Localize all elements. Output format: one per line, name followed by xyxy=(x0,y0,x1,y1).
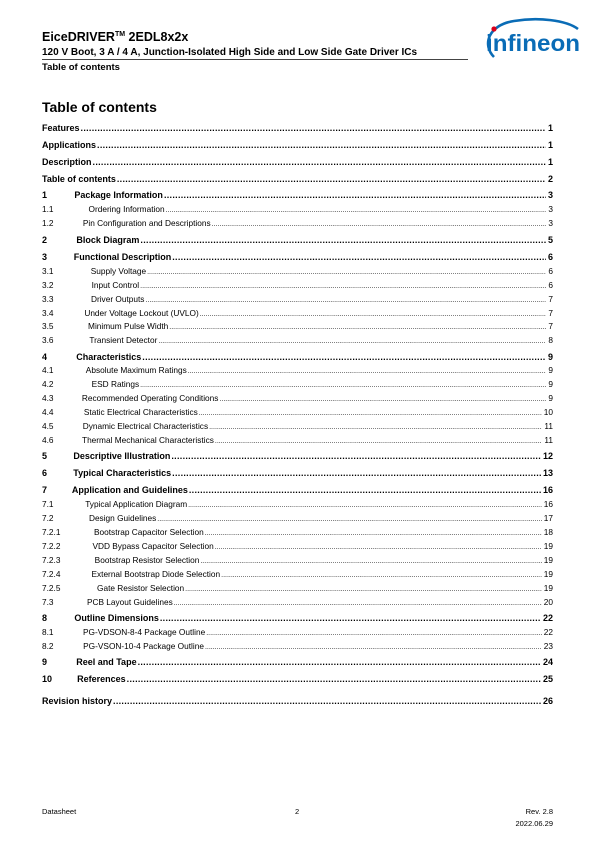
toc-entry-title: Functional Description xyxy=(73,252,172,262)
toc-entry[interactable] xyxy=(42,512,553,524)
infineon-logo-icon xyxy=(480,17,583,65)
footer-page-number: 2 xyxy=(295,807,300,816)
toc-entry-title: PG-VSON-10-4 Package Outline xyxy=(83,641,204,651)
toc-entry-title: Recommended Operating Conditions xyxy=(81,393,219,403)
toc-leader-dots xyxy=(157,512,541,524)
toc-entry[interactable] xyxy=(42,596,553,608)
toc-leader-dots xyxy=(160,612,541,624)
toc-entry[interactable] xyxy=(42,139,553,151)
toc-leader-dots xyxy=(166,203,547,215)
toc-entry-number: 3.1 xyxy=(42,266,54,276)
toc-leader-dots xyxy=(81,122,546,134)
toc-entry-number: 8.1 xyxy=(42,627,54,637)
toc-entry[interactable] xyxy=(42,467,553,479)
toc-entry-page: 19 xyxy=(543,555,553,565)
toc-entry-page: 11 xyxy=(544,421,553,431)
toc-entry-number: 6 xyxy=(42,468,48,478)
toc-leader-dots xyxy=(205,640,542,652)
toc-leader-dots xyxy=(215,540,542,552)
toc-entry-title: Gate Resistor Selection xyxy=(97,583,185,593)
toc-entry-page: 3 xyxy=(548,204,553,214)
toc-leader-dots xyxy=(200,554,541,566)
toc-entry-page: 9 xyxy=(548,365,553,375)
toc-entry[interactable] xyxy=(42,334,553,346)
toc-entry[interactable] xyxy=(42,251,553,263)
toc-entry-number: 7.2 xyxy=(42,513,54,523)
toc-entry-number: 4.5 xyxy=(42,421,54,431)
toc-entry-page: 1 xyxy=(547,157,553,167)
toc-entry[interactable] xyxy=(42,265,553,277)
toc-entry-page: 2 xyxy=(547,174,553,184)
toc-leader-dots xyxy=(172,251,546,263)
toc-leader-dots xyxy=(205,526,542,538)
toc-entry-number: 4 xyxy=(42,352,48,362)
toc-entry-title: External Bootstrap Diode Selection xyxy=(91,569,221,579)
footer-date: 2022.06.29 xyxy=(515,819,553,828)
toc-entry[interactable] xyxy=(42,293,553,305)
toc-entry-number: 3.6 xyxy=(42,335,54,345)
toc-entry-title: Bootstrap Capacitor Selection xyxy=(93,527,204,537)
toc-leader-dots xyxy=(140,279,546,291)
toc-entry[interactable] xyxy=(42,279,553,291)
toc-entry-title: Typical Characteristics xyxy=(73,468,172,478)
toc-entry-number: 9 xyxy=(42,657,48,667)
toc-entry[interactable] xyxy=(42,640,553,652)
toc-leader-dots xyxy=(188,364,547,376)
toc-leader-dots xyxy=(172,467,541,479)
toc-entry-number: 8 xyxy=(42,613,48,623)
toc-leader-dots xyxy=(142,351,546,363)
toc-entry-page: 11 xyxy=(544,435,553,445)
toc-entry-number: 1.2 xyxy=(42,218,54,228)
toc-entry-page: 3 xyxy=(547,190,553,200)
toc-entry[interactable] xyxy=(42,484,553,496)
toc-leader-dots xyxy=(189,484,541,496)
toc-leader-dots xyxy=(93,156,546,168)
toc-entry-title: Thermal Mechanical Characteristics xyxy=(82,435,214,445)
toc-leader-dots xyxy=(171,450,541,462)
toc-entry-number: 3.2 xyxy=(42,280,54,290)
toc-heading: Table of contents xyxy=(42,99,157,115)
toc-leader-dots xyxy=(185,582,542,594)
toc-entry-title: Ordering Information xyxy=(88,204,165,214)
toc-entry-page: 23 xyxy=(543,641,553,651)
toc-entry-page: 9 xyxy=(548,393,553,403)
toc-entry-number: 3 xyxy=(42,252,48,262)
toc-entry-page: 19 xyxy=(543,541,553,551)
toc-leader-dots xyxy=(219,392,546,404)
toc-entry-number: 7.2.4 xyxy=(42,569,61,579)
toc-leader-dots xyxy=(117,173,546,185)
toc-entry-number: 4.4 xyxy=(42,407,54,417)
toc-entry[interactable] xyxy=(42,307,553,319)
toc-leader-dots xyxy=(188,498,542,510)
toc-entry-title: Reel and Tape xyxy=(76,657,137,667)
toc-entry-title: Applications xyxy=(42,140,97,150)
footer-revision: Rev. 2.8 xyxy=(525,807,553,816)
doc-title-suffix: 2EDL8x2x xyxy=(125,30,189,44)
toc-entry-title: Dynamic Electrical Characteristics xyxy=(82,421,209,431)
toc-entry-page: 8 xyxy=(548,335,553,345)
toc-leader-dots xyxy=(164,189,546,201)
toc-entry-number: 7.2.5 xyxy=(42,583,61,593)
toc-leader-dots xyxy=(169,320,546,332)
toc-leader-dots xyxy=(138,656,541,668)
toc-leader-dots xyxy=(127,673,541,685)
doc-title-prefix: EiceDRIVER xyxy=(42,30,115,44)
toc-entry-title: Block Diagram xyxy=(76,235,140,245)
toc-entry-page: 9 xyxy=(548,379,553,389)
toc-entry-title: Transient Detector xyxy=(89,335,158,345)
toc-entry[interactable] xyxy=(42,320,553,332)
toc-entry-page: 1 xyxy=(547,140,553,150)
toc-entry-page: 22 xyxy=(543,627,553,637)
toc-entry-title: Typical Application Diagram xyxy=(85,499,188,509)
toc-entry-title: PCB Layout Guidelines xyxy=(86,597,173,607)
toc-entry[interactable] xyxy=(42,217,553,229)
toc-entry[interactable] xyxy=(42,378,553,390)
toc-entry[interactable] xyxy=(42,582,553,594)
toc-entry-page: 12 xyxy=(542,451,553,461)
toc-entry-page: 17 xyxy=(543,513,553,523)
footer-doc-type: Datasheet xyxy=(42,807,77,816)
toc-entry[interactable] xyxy=(42,612,553,624)
toc-entry[interactable] xyxy=(42,173,553,185)
toc-entry-page: 6 xyxy=(548,266,553,276)
toc-leader-dots xyxy=(212,217,547,229)
toc-entry-page: 20 xyxy=(543,597,553,607)
toc-leader-dots xyxy=(140,234,546,246)
toc-entry-number: 8.2 xyxy=(42,641,54,651)
toc-entry-title: Features xyxy=(42,123,80,133)
toc-entry-number: 7.1 xyxy=(42,499,54,509)
header-divider xyxy=(42,59,468,60)
toc-entry[interactable] xyxy=(42,673,553,685)
toc-entry-number: 3.5 xyxy=(42,321,54,331)
toc-entry-title: Outline Dimensions xyxy=(74,613,159,623)
toc-entry-number: 10 xyxy=(42,674,53,684)
toc-entry-page: 19 xyxy=(543,569,553,579)
toc-entry-number: 4.6 xyxy=(42,435,54,445)
toc-entry-number: 4.1 xyxy=(42,365,54,375)
toc-entry-title: Driver Outputs xyxy=(90,294,145,304)
trademark-mark: TM xyxy=(114,31,126,38)
toc-entry-title: PG-VDSON-8-4 Package Outline xyxy=(82,627,206,637)
toc-entry-title: Supply Voltage xyxy=(90,266,147,276)
toc-leader-dots xyxy=(147,265,546,277)
toc-leader-dots xyxy=(209,420,542,432)
toc-entry-page: 19 xyxy=(543,583,553,593)
toc-entry-title: ESD Ratings xyxy=(91,379,140,389)
toc-entry-page: 1 xyxy=(547,123,553,133)
toc-entry[interactable] xyxy=(42,420,553,432)
toc-entry-page: 10 xyxy=(543,407,553,417)
toc-entry-number: 3.4 xyxy=(42,308,54,318)
toc-entry-page: 7 xyxy=(548,308,553,318)
toc-entry-title: References xyxy=(77,674,126,684)
toc-entry-page: 18 xyxy=(543,527,553,537)
toc-entry[interactable] xyxy=(42,189,553,201)
toc-entry-title: Description xyxy=(42,157,92,167)
toc-entry-page: 7 xyxy=(548,321,553,331)
toc-entry-page: 3 xyxy=(548,218,553,228)
toc-entry[interactable] xyxy=(42,406,553,418)
toc-entry-title: Input Control xyxy=(91,280,140,290)
toc-entry[interactable] xyxy=(42,526,553,538)
toc-entry-page: 6 xyxy=(547,252,553,262)
toc-entry-title: Pin Configuration and Descriptions xyxy=(82,218,211,228)
toc-entry-title: Absolute Maximum Ratings xyxy=(85,365,187,375)
toc-entry[interactable] xyxy=(42,695,553,707)
toc-entry-page: 9 xyxy=(547,352,553,362)
toc-entry-page: 16 xyxy=(543,499,553,509)
toc-entry[interactable] xyxy=(42,156,553,168)
toc-entry-title: Revision history xyxy=(42,696,113,706)
toc-entry-title: Bootstrap Resistor Selection xyxy=(94,555,200,565)
toc-entry-number: 1 xyxy=(42,190,48,200)
toc-leader-dots xyxy=(215,434,543,446)
header-section-label: Table of contents xyxy=(42,62,120,73)
toc-leader-dots xyxy=(206,626,542,638)
toc-entry[interactable] xyxy=(42,234,553,246)
toc-entry-title: Application and Guidelines xyxy=(71,485,188,495)
toc-entry[interactable] xyxy=(42,450,553,462)
toc-entry-title: Table of contents xyxy=(42,174,116,184)
toc-entry-number: 2 xyxy=(42,235,48,245)
toc-entry-title: Characteristics xyxy=(76,352,142,362)
toc-entry[interactable] xyxy=(42,122,553,134)
toc-entry[interactable] xyxy=(42,568,553,580)
toc-entry-title: Minimum Pulse Width xyxy=(88,321,169,331)
toc-leader-dots xyxy=(97,139,546,151)
logo-text: infineon xyxy=(486,30,580,56)
toc-entry-page: 25 xyxy=(542,674,553,684)
toc-entry[interactable] xyxy=(42,656,553,668)
toc-entry-page: 5 xyxy=(547,235,553,245)
toc-entry-page: 6 xyxy=(548,280,553,290)
toc-entry[interactable] xyxy=(42,540,553,552)
toc-entry-number: 7.2.2 xyxy=(42,541,61,551)
toc-entry-number: 4.3 xyxy=(42,393,54,403)
toc-leader-dots xyxy=(199,406,542,418)
toc-entry[interactable] xyxy=(42,626,553,638)
toc-entry-number: 5 xyxy=(42,451,48,461)
toc-entry-page: 16 xyxy=(542,485,553,495)
toc-entry-title: Under Voltage Lockout (UVLO) xyxy=(84,308,199,318)
toc-entry-title: Static Electrical Characteristics xyxy=(83,407,198,417)
toc-entry-title: Descriptive Illustration xyxy=(73,451,171,461)
toc-entry-page: 24 xyxy=(542,657,553,667)
toc-leader-dots xyxy=(221,568,542,580)
toc-entry[interactable] xyxy=(42,392,553,404)
toc-leader-dots xyxy=(158,334,546,346)
toc-entry-page: 26 xyxy=(542,696,553,706)
toc-entry-page: 13 xyxy=(542,468,553,478)
toc-entry-number: 7.2.3 xyxy=(42,555,61,565)
doc-subtitle: 120 V Boot, 3 A / 4 A, Junction-Isolated High Side and Low Side Gate Driver ICs xyxy=(42,47,418,58)
toc-entry-number: 1.1 xyxy=(42,204,54,214)
toc-entry-page: 7 xyxy=(548,294,553,304)
toc-leader-dots xyxy=(140,378,546,390)
toc-leader-dots xyxy=(174,596,542,608)
toc-entry-number: 7.2.1 xyxy=(42,527,61,537)
toc-entry-number: 3.3 xyxy=(42,294,54,304)
toc-leader-dots xyxy=(113,695,541,707)
toc-entry[interactable] xyxy=(42,498,553,510)
toc-entry[interactable] xyxy=(42,364,553,376)
toc-entry[interactable] xyxy=(42,434,553,446)
doc-title xyxy=(42,30,188,44)
toc-entry[interactable] xyxy=(42,554,553,566)
toc-entry-number: 7 xyxy=(42,485,48,495)
toc-entry-page: 22 xyxy=(542,613,553,623)
toc-leader-dots xyxy=(145,293,546,305)
toc-entry-title: Package Information xyxy=(74,190,163,200)
toc-leader-dots xyxy=(200,307,547,319)
toc-entry-number: 7.3 xyxy=(42,597,54,607)
toc-entry[interactable] xyxy=(42,351,553,363)
toc-entry[interactable] xyxy=(42,203,553,215)
toc-entry-number: 4.2 xyxy=(42,379,54,389)
toc-entry-title: Design Guidelines xyxy=(88,513,157,523)
toc-entry-title: VDD Bypass Capacitor Selection xyxy=(92,541,214,551)
